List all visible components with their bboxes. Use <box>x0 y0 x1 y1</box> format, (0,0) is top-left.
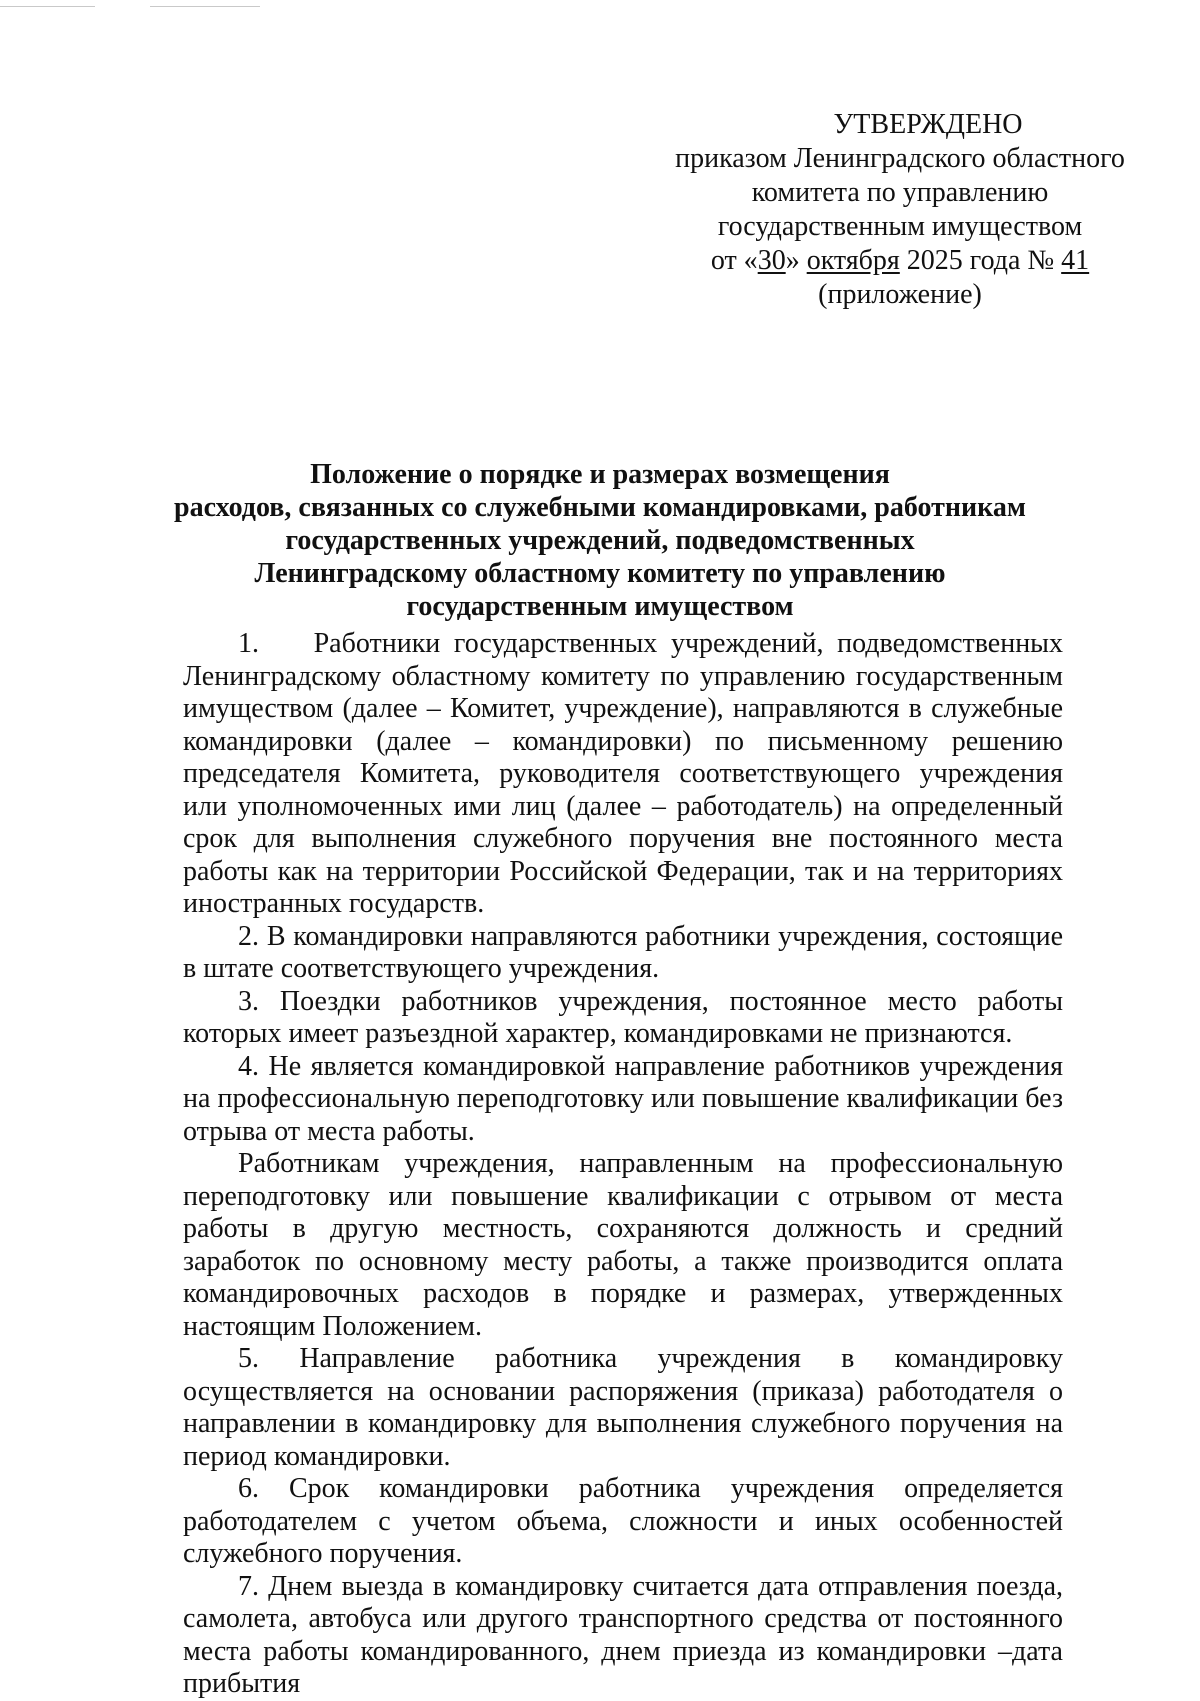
title-line: государственных учреждений, подведомственных <box>285 525 915 556</box>
paragraph: 6. Срок командировки работника учреждения определяется работодателем с учетом объема, сложности и иных особенностей служебного поручения. <box>183 1473 1063 1569</box>
order-number: 41 <box>1061 245 1090 276</box>
paragraph: 1. Работники государственных учреждений, подведомственных Ленинградскому областному комитету по управлению государственным имуществом (далее – Комитет, учреждение), направляются в служебные командировки (далее – командировки) по письменному решению председателя Комитета, руководителя соответствующего учреждения или уполномоченных ими лиц (далее – работодатель) на определенный срок для выполнения служебного поручения вне постоянного места работы как на территории Российской Федерации, так и на территориях иностранных государств. <box>183 628 1063 919</box>
title-line: Положение о порядке и размерах возмещения <box>310 459 890 490</box>
scan-artifact-line <box>0 6 95 7</box>
date-month: октября <box>806 245 900 276</box>
date-year: 2025 года № <box>899 245 1062 276</box>
date-mid: » <box>785 245 807 276</box>
paragraph: 4. Не является командировкой направление работников учреждения на профессиональную переподготовку или повышение квалификации без отрыва от места работы. <box>183 1050 1063 1147</box>
date-day: 30 <box>757 245 786 276</box>
approval-line: приказом Ленинградского областного <box>675 143 1125 174</box>
paragraph: Работникам учреждения, направленным на профессиональную переподготовку или повышение квалификации с отрывом от места работы в другую местность, сохраняются должность и средний заработок по основному месту работы, а также производится оплата командировочных расходов в порядке и размерах, утвержденных настоящим Положением. <box>183 1148 1063 1342</box>
title-line: расходов, связанных со служебными командировками, работникам <box>174 492 1026 523</box>
paragraph: 2. В командировки направляются работники учреждения, состоящие в штате соответствующего учреждения. <box>183 920 1063 984</box>
date-prefix: от « <box>710 245 758 276</box>
approval-line: комитета по управлению <box>751 177 1049 208</box>
document-body <box>183 628 1063 1701</box>
approval-annex: (приложение) <box>818 279 982 310</box>
paragraph: 5. Направление работника учреждения в командировку осуществляется на основании распоряжения (приказа) работодателя о направлении в командировку для выполнения служебного поручения на период командировки. <box>183 1343 1063 1472</box>
scan-artifact-line <box>150 6 260 7</box>
paragraph: 3. Поездки работников учреждения, постоянное место работы которых имеет разъездной характер, командировками не признаются. <box>183 985 1063 1049</box>
title-line: Ленинградскому областному комитету по управлению <box>254 558 946 589</box>
title-line: государственным имуществом <box>406 591 794 622</box>
approval-line: государственным имуществом <box>717 211 1083 242</box>
approval-stamp <box>640 108 1160 312</box>
document-title <box>160 458 1040 623</box>
approval-date-line <box>640 244 1160 278</box>
paragraph: 7. Днем выезда в командировку считается дата отправления поезда, самолета, автобуса или другого транспортного средства от постоянного места работы командированного, днем приезда из командировки –дата прибытия <box>183 1570 1063 1699</box>
approval-title: УТВЕРЖДЕНО <box>833 109 1023 140</box>
